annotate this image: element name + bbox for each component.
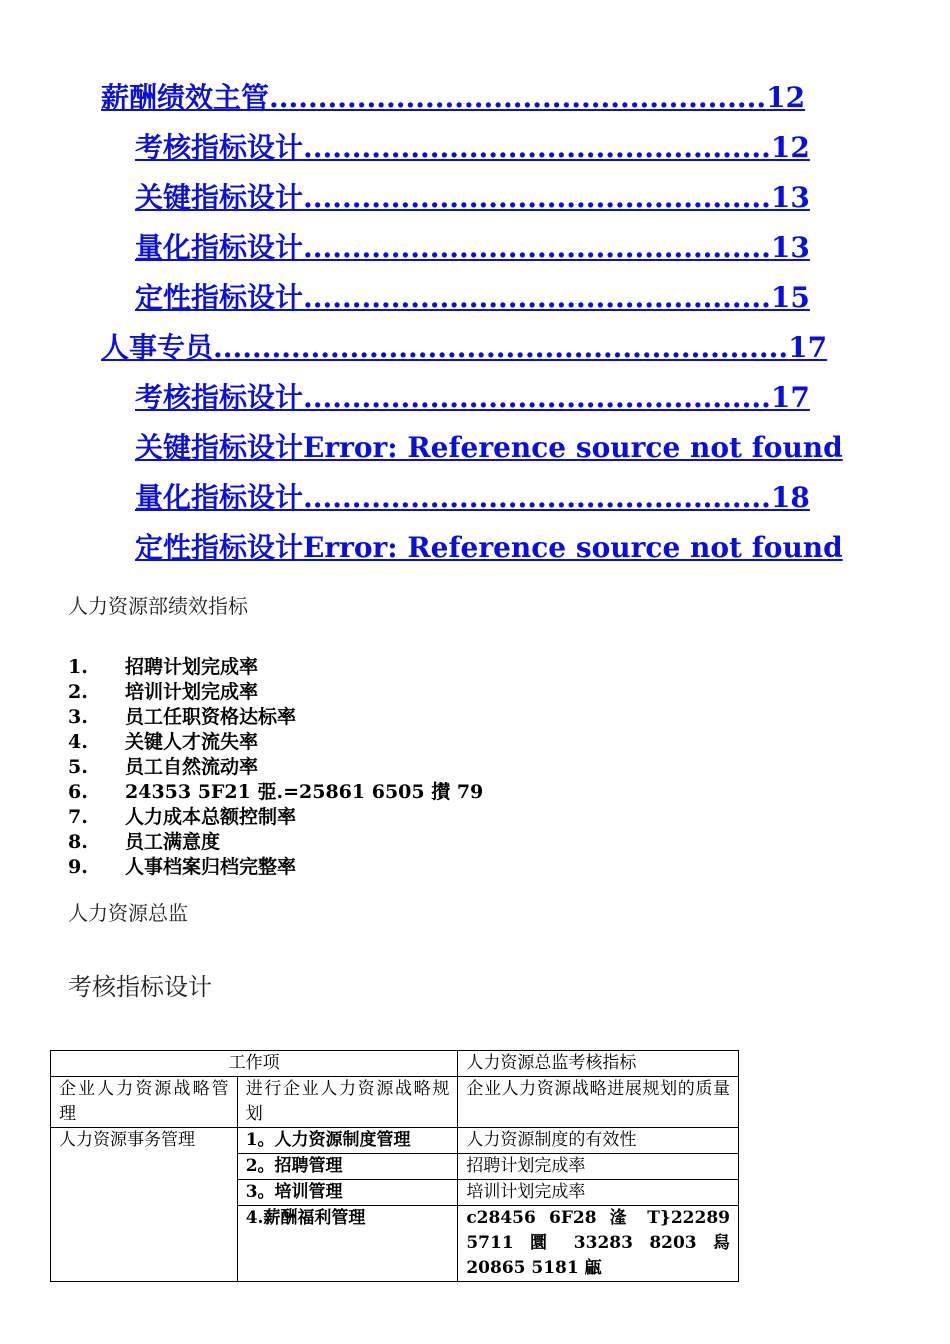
table-cell-area: 企业人力资源战略管理 [51,1077,238,1128]
list-item-text: 招聘计划完成率 [125,656,259,678]
toc-entry-leader: ................................................... [269,81,767,114]
list-item-text: 培训计划完成率 [125,681,259,703]
list-item-text: 员工自然流动率 [125,756,259,778]
list-item-number: 7. [68,806,88,828]
toc-entry-assessment-design-2[interactable] [135,378,810,418]
toc-entry-quantitative-design-2[interactable] [135,478,810,518]
toc-entry-page: 12 [766,81,806,114]
list-item-text: 人事档案归档完整率 [125,856,297,878]
indicator-list [68,655,483,880]
role-title: 人力资源总监 [68,901,188,925]
section-title: 人力资源部绩效指标 [68,594,248,618]
table-cell-kpi: 招聘计划完成率 [458,1154,739,1180]
kpi-table [50,1050,739,1282]
header-kpi: 人力资源总监考核指标 [458,1051,739,1077]
toc-entry-label: 定性指标设计 [135,281,304,314]
toc-entry-page: 18 [770,481,810,514]
table-row [51,1077,739,1128]
toc-entry-label: 薪酬绩效主管 [101,81,270,114]
toc-entry-salary-performance-supervisor[interactable] [101,78,805,118]
toc-entry-leader: ................................................ [303,481,771,514]
list-item-text: 员工满意度 [125,831,221,853]
table-cell-kpi: 培训计划完成率 [458,1180,739,1206]
list-item-text: 关键人才流失率 [125,731,259,753]
list-item-number: 2. [68,681,88,703]
toc-entry-label: 考核指标设计 [135,131,304,164]
table-header-row [51,1051,739,1077]
toc-entry-page: 12 [770,131,810,164]
toc-entry-page: 17 [788,331,828,364]
list-item [68,780,483,805]
table-cell-task: 进行企业人力资源战略规划 [237,1077,458,1128]
list-item [68,855,483,880]
toc-entry-assessment-design[interactable] [135,128,810,168]
toc-entry-page: 13 [770,181,810,214]
list-item [68,680,483,705]
toc-entry-leader: ................................................ [303,381,771,414]
toc-entry-label: 人事专员 [101,331,214,364]
list-item-number: 8. [68,831,88,853]
table-cell-kpi: c28456 6F28 湰 T}22289 5711 圜 33283 8203 舄 20865 5181 甂 [458,1206,739,1282]
toc-entry-key-indicator-design[interactable] [135,178,810,218]
toc-entry-leader: ................................................ [303,281,771,314]
toc-entry-page: 15 [770,281,810,314]
list-item [68,830,483,855]
list-item-text: 人力成本总额控制率 [125,806,297,828]
toc-entry-leader: ........................................................... [213,331,789,364]
toc-entry-label: 定性指标设计 [135,531,304,564]
list-item-text: 24353 5F21 弫.=25861 6505 攅 79 [125,781,484,803]
toc-entry-page: 17 [770,381,810,414]
list-item [68,730,483,755]
toc-entry-label: 考核指标设计 [135,381,304,414]
header-work-item: 工作项 [51,1051,458,1077]
table-cell-area: 人力资源事务管理 [51,1128,238,1282]
toc-entry-page: Error: Reference source not found [303,431,843,464]
list-item-number: 9. [68,856,88,878]
toc-entry-label: 量化指标设计 [135,231,304,264]
toc-entry-qualitative-design[interactable] [135,278,810,318]
list-item-number: 3. [68,706,88,728]
list-item [68,655,483,680]
sub-title: 考核指标设计 [68,973,212,1001]
list-item-number: 6. [68,781,88,803]
list-item-text: 员工任职资格达标率 [125,706,297,728]
table-cell-task: 4.薪酬福利管理 [237,1206,458,1282]
list-item-number: 4. [68,731,88,753]
table-cell-task: 2。招聘管理 [237,1154,458,1180]
list-item [68,755,483,780]
toc-entry-label: 关键指标设计 [135,431,304,464]
toc-entry-page: Error: Reference source not found [303,531,843,564]
toc-entry-hr-specialist[interactable] [101,328,827,368]
table-cell-kpi: 人力资源制度的有效性 [458,1128,739,1154]
list-item-number: 1. [68,656,88,678]
toc-entry-page: 13 [770,231,810,264]
list-item-number: 5. [68,756,88,778]
toc-entry-quantitative-design[interactable] [135,228,810,268]
toc-entry-leader: ................................................ [303,131,771,164]
table-cell-task: 1。人力资源制度管理 [237,1128,458,1154]
table-row [51,1128,739,1154]
list-item [68,805,483,830]
toc-entry-key-indicator-design-2[interactable] [135,428,843,468]
toc-entry-label: 量化指标设计 [135,481,304,514]
list-item [68,705,483,730]
toc-entry-qualitative-design-2[interactable] [135,528,843,568]
table-cell-task: 3。培训管理 [237,1180,458,1206]
toc-entry-leader: ................................................ [303,231,771,264]
toc-entry-label: 关键指标设计 [135,181,304,214]
toc-entry-leader: ................................................ [303,181,771,214]
table-cell-kpi: 企业人力资源战略进展规划的质量 [458,1077,739,1128]
